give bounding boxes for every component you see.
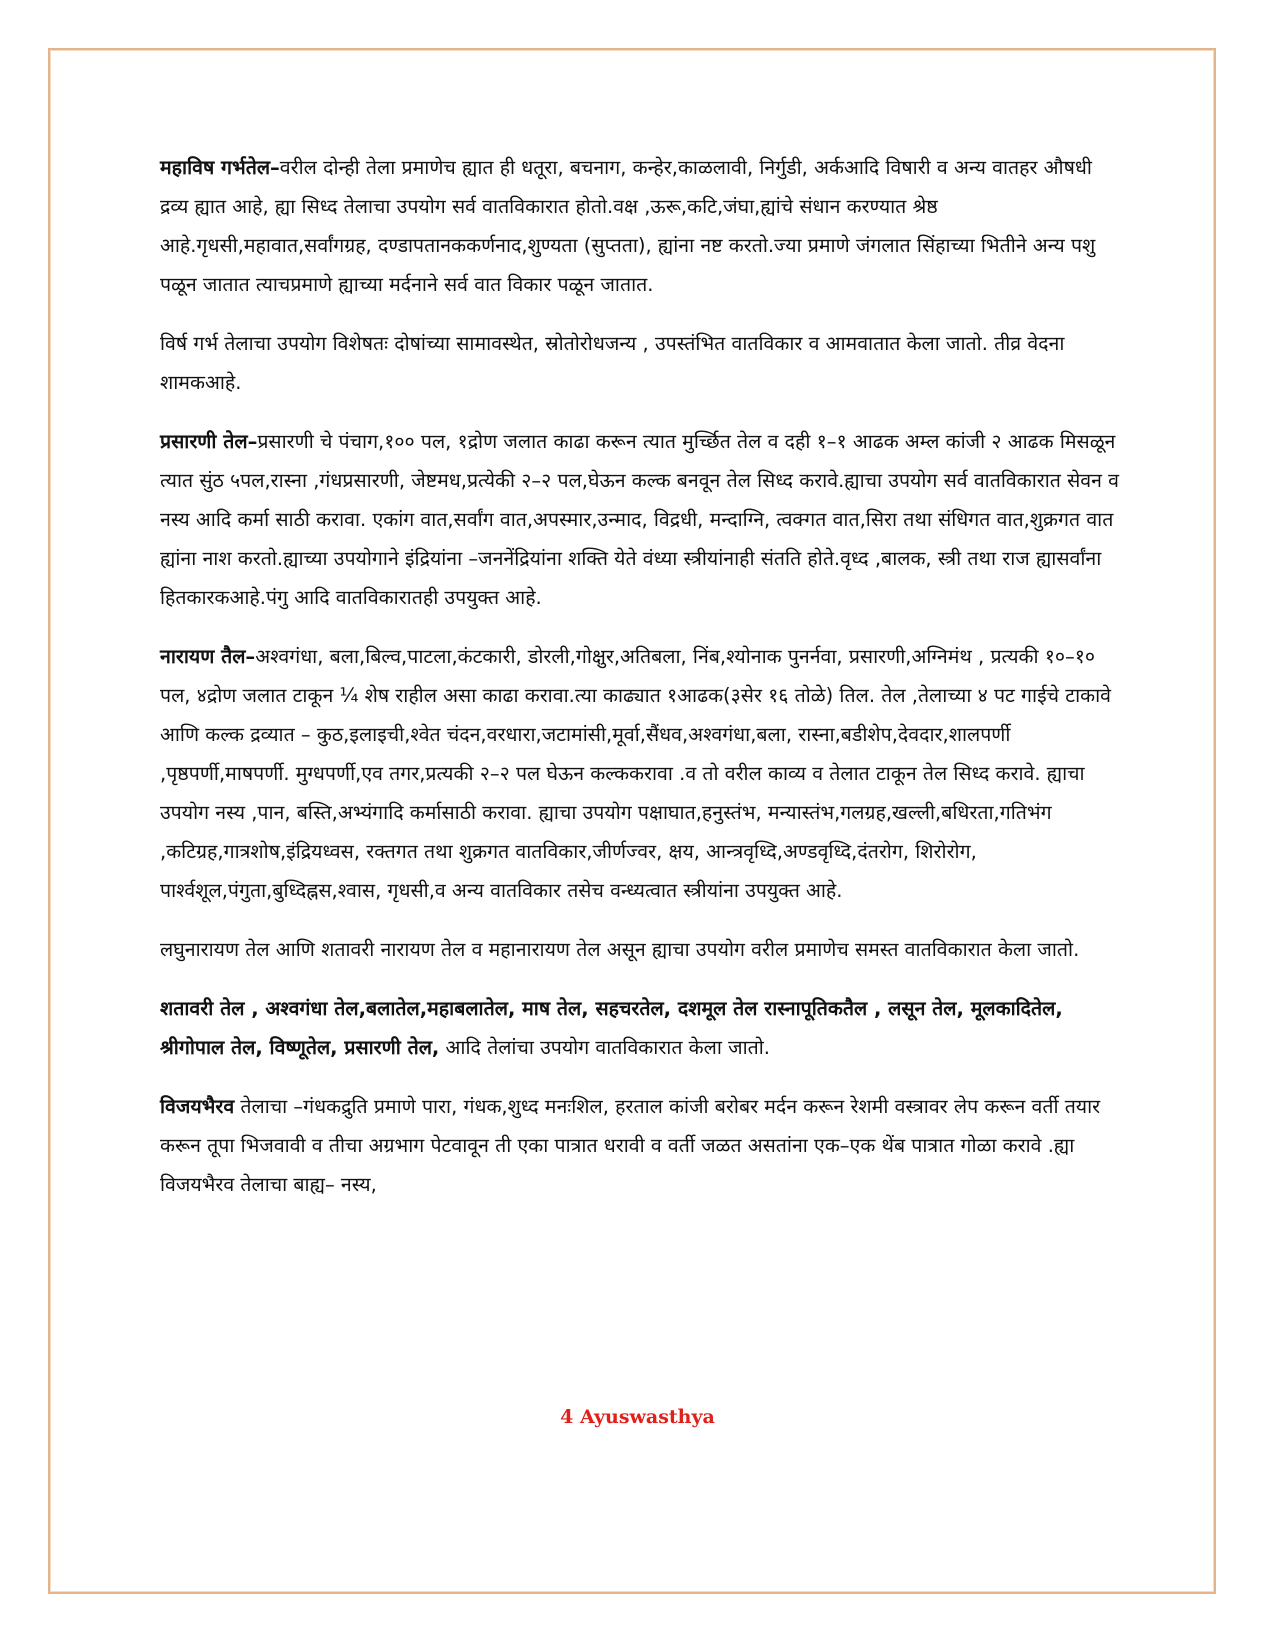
paragraph-heading: विजयभैरव xyxy=(160,1095,235,1118)
paragraph-heading: नारायण तैल– xyxy=(160,645,256,668)
paragraph-vish-garbha-usage xyxy=(160,324,1120,402)
paragraph-text: तेलाचा –गंधकद्रुति प्रमाणे पारा, गंधक,शुध्द मनःशिल, हरताल कांजी बरोबर मर्दन करून रेशमी वस्त्रावर लेप करून वर्ती तयार करून तूपा भिजवावी व तीचा अग्रभाग पेटवावून ती एका पात्रात धरावी व वर्ती जळत असतांना एक–एक थेंब पात्रात गोळा करावे .ह्या विजयभैरव तेलाचा बाह्य– नस्य, xyxy=(160,1095,1101,1196)
paragraph-laghunarayan xyxy=(160,930,1120,969)
paragraph-vijaybhairav xyxy=(160,1087,1120,1204)
document-body xyxy=(160,148,1120,1224)
paragraph-text: लघुनारायण तेल आणि शतावरी नारायण तेल व महानारायण तेल असून ह्याचा उपयोग वरील प्रमाणेच समस्त वातविकारात केला जातो. xyxy=(160,938,1080,961)
paragraph-narayan-tail xyxy=(160,637,1120,910)
paragraph-heading: महाविष गर्भतेल– xyxy=(160,156,280,179)
paragraph-oil-list xyxy=(160,989,1120,1067)
paragraph-prasarani-tel xyxy=(160,422,1120,617)
paragraph-text: अश्वगंधा, बला,बिल्व,पाटला,कंटकारी, डोरली,गोक्षुर,अतिबला, निंब,श्योनाक पुनर्नवा, प्रसारणी,अग्निमंथ , प्रत्यकी १०–१० पल, ४द्रोण जलात टाकून ¼ शेष राहील असा काढा करावा.त्या काढ्यात १आढक(३सेर १६ तोळे) तिल. तेल ,तेलाच्या ४ पट गाईचे टाकावे आणि कल्क द्रव्यात – कुठ,इलाइची,श्वेत चंदन,वरधारा,जटामांसी,मूर्वा,सैंधव,अश्वगंधा,बला, रास्ना,बडीशेप,देवदार,शालपर्णी ,पृष्ठपर्णी,माषपर्णी. मुग्धपर्णी,एव तगर,प्रत्यकी २–२ पल घेऊन कल्ककरावा .व तो वरील काव्य व तेलात टाकून तेल सिध्द करावे. ह्याचा उपयोग नस्य ,पान, बस्ति,अभ्यंगादि कर्मासाठी करावा. ह्याचा उपयोग पक्षाघात,हनुस्तंभ, मन्यास्तंभ,गलग्रह,खल्ली,बधिरता,गतिभंग ,कटिग्रह,गात्रशोष,इंद्रियध्वस, रक्तगत तथा शुक्रगत वातविकार,जीर्णज्वर, क्षय, आन्त्रवृध्दि,अण्डवृध्दि,दंतरोग, शिरोरोग, पार्श्वशूल,पंगुता,बुध्दिह्नस,श्वास, गृधसी,व अन्य वातविकार तसेच वन्ध्यत्वात स्त्रीयांना उपयुक्त आहे. xyxy=(160,645,1111,902)
page-footer xyxy=(0,1406,1275,1428)
paragraph-heading: शतावरी तेल , अश्वगंधा तेल,बलातेल,महाबलातेल, माष तेल, सहचरतेल, दशमूल तेल रास्नापूतिकतैल , लसून तेल, मूलकादितेल, श्रीगोपाल तेल, विष्णूतेल, प्रसारणी तेल, xyxy=(160,997,1063,1059)
paragraph-heading: प्रसारणी तेल– xyxy=(160,430,258,453)
paragraph-mahavish-garbha-tel xyxy=(160,148,1120,304)
paragraph-text: प्रसारणी चे पंचाग,१०० पल, १द्रोण जलात काढा करून त्यात मुर्च्छित तेल व दही १–१ आढक अम्ल कांजी २ आढक मिसळून त्यात सुंठ ५पल,रास्ना ,गंधप्रसारणी, जेष्टमध,प्रत्येकी २–२ पल,घेऊन कल्क बनवून तेल सिध्द करावे.ह्याचा उपयोग सर्व वातविकारात सेवन व नस्य आदि कर्मा साठी करावा. एकांग वात,सर्वांग वात,अपस्मार,उन्माद, विद्रधी, मन्दाग्नि, त्वक्गत वात,सिरा तथा संधिगत वात,शुक्रगत वात ह्यांना नाश करतो.ह्याच्या उपयोगाने इंद्रियांना –जननेंद्रियांना शक्ति येते वंध्या स्त्रीयांनाही संतति होते.वृध्द ,बालक, स्त्री तथा राज ह्यासर्वांना हितकारकआहे.पंगु आदि वातविकारातही उपयुक्त आहे. xyxy=(160,430,1119,609)
paragraph-text: विर्ष गर्भ तेलाचा उपयोग विशेषतः दोषांच्या सामावस्थेत, स्रोतोरोधजन्य , उपस्तंभित वातविकार व आमवातात केला जातो. तीव्र वेदना शामकआहे. xyxy=(160,332,1065,394)
paragraph-text: वरील दोन्ही तेला प्रमाणेच ह्यात ही धतूरा, बचनाग, कन्हेर,काळलावी, निर्गुडी, अर्कआदि विषारी व अन्य वातहर औषधी द्रव्य ह्यात आहे, ह्या सिध्द तेलाचा उपयोग सर्व वातविकारात होतो.वक्ष ,ऊरू,कटि,जंघा,ह्यांचे संधान करण्यात श्रेष्ठ आहे.गृधसी,महावात,सर्वांगग्रह, दण्डापतानककर्णनाद,शुण्यता (सुप्तता), ह्यांना नष्ट करतो.ज्या प्रमाणे जंगलात सिंहाच्या भितीने अन्य पशु पळून जातात त्याचप्रमाणे ह्याच्या मर्दनाने सर्व वात विकार पळून जातात. xyxy=(160,156,1096,296)
paragraph-text: आदि तेलांचा उपयोग वातविकारात केला जातो. xyxy=(439,1036,770,1059)
page-number: 4 xyxy=(560,1406,574,1428)
publication-name: Ayuswasthya xyxy=(580,1406,715,1428)
